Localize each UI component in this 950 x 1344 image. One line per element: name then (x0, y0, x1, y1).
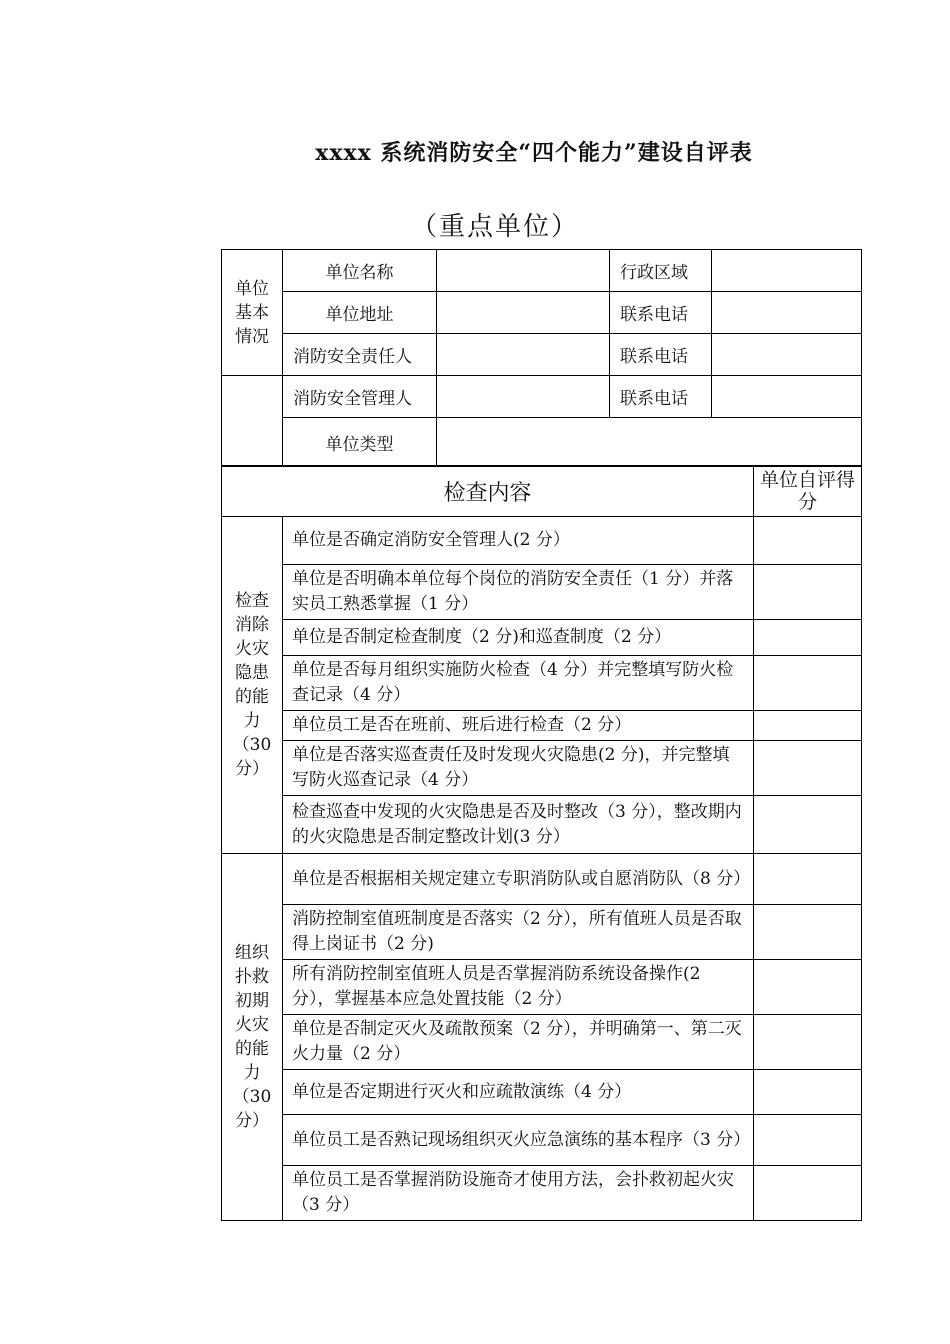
phone-field-2[interactable] (712, 334, 862, 376)
self-score-header: 单位自评得分 (754, 466, 862, 517)
region-label: 行政区域 (610, 250, 712, 292)
safety-responsible-label: 消防安全责任人 (283, 334, 437, 376)
blank-section-cell (222, 376, 283, 467)
score-field[interactable] (754, 1070, 862, 1115)
check-item: 单位是否确定消防安全管理人(2 分） (283, 517, 754, 565)
safety-manager-label: 消防安全管理人 (283, 376, 437, 418)
score-field[interactable] (754, 1115, 862, 1166)
score-field[interactable] (754, 1015, 862, 1070)
score-field[interactable] (754, 620, 862, 656)
score-field[interactable] (754, 960, 862, 1015)
check-item: 单位是否明确本单位每个岗位的消防安全责任（1 分）并落实员工熟悉掌握（1 分） (283, 565, 754, 620)
score-field[interactable] (754, 905, 862, 960)
score-field[interactable] (754, 711, 862, 741)
unit-address-field[interactable] (437, 292, 610, 334)
check-item: 单位员工是否在班前、班后进行检查（2 分） (283, 711, 754, 741)
safety-responsible-field[interactable] (437, 334, 610, 376)
phone-label-2: 联系电话 (610, 334, 712, 376)
unit-type-label: 单位类型 (283, 418, 437, 467)
unit-name-field[interactable] (437, 250, 610, 292)
check-item: 所有消防控制室值班人员是否掌握消防系统设备操作(2 分），掌握基本应急处置技能（2 分） (283, 960, 754, 1015)
score-field[interactable] (754, 741, 862, 796)
check-item: 单位员工是否掌握消防设施奇才使用方法，会扑救初起火灾（3 分） (283, 1166, 754, 1221)
unit-name-label: 单位名称 (283, 250, 437, 292)
basic-info-section-label: 单位基本情况 (222, 250, 283, 376)
check-item: 单位是否落实巡查责任及时发现火灾隐患(2 分)，并完整填写防火巡查记录（4 分） (283, 741, 754, 796)
score-field[interactable] (754, 565, 862, 620)
phone-label-1: 联系电话 (610, 292, 712, 334)
check-item: 消防控制室值班制度是否落实（2 分），所有值班人员是否取得上岗证书（2 分) (283, 905, 754, 960)
check-table (221, 465, 862, 1221)
section-1-label: 检查消除火灾隐患的能力（30分） (222, 517, 283, 854)
check-item: 单位员工是否熟记现场组织灭火应急演练的基本程序（3 分） (283, 1115, 754, 1166)
section-2-label: 组织扑救初期火灾的能力（30分） (222, 854, 283, 1221)
check-item: 单位是否每月组织实施防火检查（4 分）并完整填写防火检查记录（4 分） (283, 656, 754, 711)
score-field[interactable] (754, 854, 862, 905)
score-field[interactable] (754, 1166, 862, 1221)
check-item: 单位是否制定灭火及疏散预案（2 分），并明确第一、第二灭火力量（2 分） (283, 1015, 754, 1070)
check-item: 单位是否定期进行灭火和应疏散演练（4 分） (283, 1070, 754, 1115)
score-field[interactable] (754, 796, 862, 854)
check-item: 单位是否根据相关规定建立专职消防队或自愿消防队（8 分） (283, 854, 754, 905)
phone-field-1[interactable] (712, 292, 862, 334)
safety-manager-field[interactable] (437, 376, 610, 418)
phone-field-3[interactable] (712, 376, 862, 418)
check-item: 单位是否制定检查制度（2 分)和巡查制度（2 分） (283, 620, 754, 656)
phone-label-3: 联系电话 (610, 376, 712, 418)
score-field[interactable] (754, 517, 862, 565)
unit-address-label: 单位地址 (283, 292, 437, 334)
unit-type-field[interactable] (437, 418, 862, 467)
basic-info-table (221, 249, 862, 467)
region-field[interactable] (712, 250, 862, 292)
document-subtitle: （重点单位） (410, 212, 579, 242)
score-field[interactable] (754, 656, 862, 711)
document-title: xxxx 系统消防安全“四个能力”建设自评表 (315, 140, 753, 166)
check-item: 检查巡查中发现的火灾隐患是否及时整改（3 分），整改期内的火灾隐患是否制定整改计划(3 分） (283, 796, 754, 854)
check-content-header: 检查内容 (222, 466, 754, 517)
